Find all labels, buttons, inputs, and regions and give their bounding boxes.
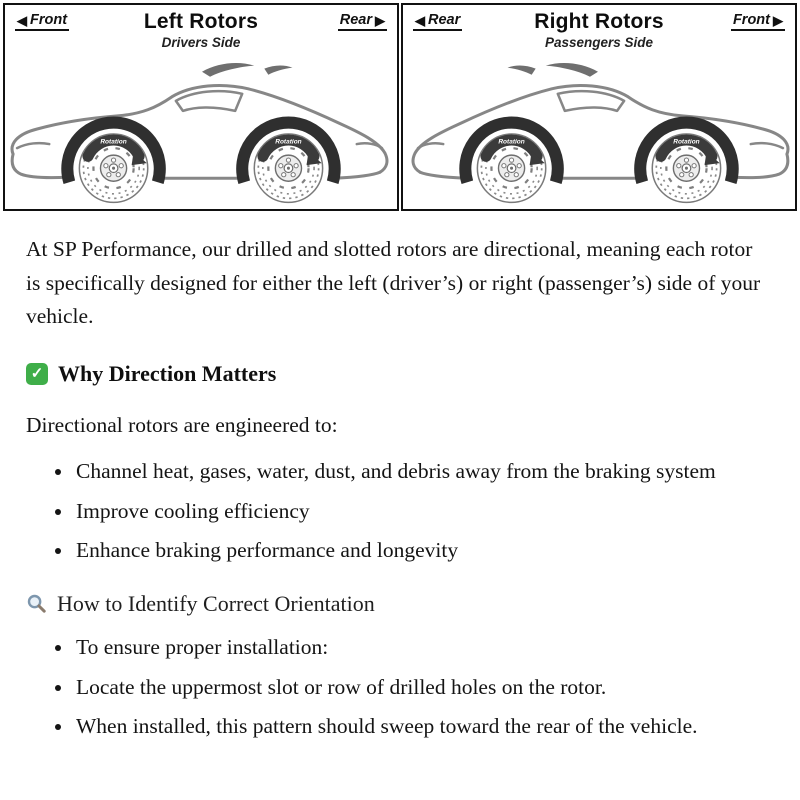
front-direction-label	[15, 12, 69, 31]
panel-header-left	[15, 10, 387, 60]
arrow-right-icon: ▶	[773, 12, 783, 28]
direction-text: Rear	[339, 12, 372, 28]
rear-direction-label	[413, 12, 462, 31]
panel-header-right	[413, 10, 785, 60]
direction-text: Rear	[428, 12, 461, 28]
section-title-text: Why Direction Matters	[58, 360, 277, 386]
panel-title: Right Rotors	[534, 10, 664, 33]
lead-paragraph: Directional rotors are engineered to:	[26, 412, 338, 437]
article-body	[0, 211, 800, 743]
rotation-label: Rotation	[673, 138, 700, 146]
rotation-label: Rotation	[498, 138, 525, 146]
rotation-label: Rotation	[100, 138, 127, 146]
list-item: • To ensure proper installation:	[74, 631, 772, 664]
arrow-right-icon: ▶	[375, 12, 385, 28]
car-illustration-left	[5, 55, 397, 207]
list-item: • Improve cooling efficiency	[74, 495, 772, 528]
arrow-left-icon: ◀	[17, 12, 27, 28]
panel-titles	[489, 10, 709, 50]
direction-text: Front	[732, 12, 770, 28]
list-item: • When installed, this pattern should sweep toward the rear of the vehicle.	[74, 710, 772, 743]
section-heading-why-direction	[26, 361, 772, 387]
magnifier-icon	[26, 593, 47, 614]
section-title-text: How to Identify Correct Orientation	[57, 590, 375, 616]
rear-rotor	[465, 123, 557, 203]
orientation-list	[26, 631, 772, 743]
section-heading-orientation	[26, 591, 772, 617]
rear-rotor	[242, 123, 334, 203]
front-rotor	[67, 123, 159, 203]
intro-paragraph: At SP Performance, our drilled and slotted rotors are directional, meaning each rotor is specifically designed for either the left (driver’s) or right (passenger’s) side of your vehicle.	[26, 237, 761, 329]
list-item: • Channel heat, gases, water, dust, and debris away from the braking system	[74, 455, 772, 488]
panel-title: Left Rotors	[143, 10, 259, 33]
arrow-left-icon: ◀	[415, 12, 425, 28]
check-icon: ✓	[26, 363, 48, 385]
panel-subtitle: Drivers Side	[161, 35, 241, 50]
list-item: • Locate the uppermost slot or row of drilled holes on the rotor.	[74, 671, 772, 704]
front-rotor	[640, 123, 732, 203]
rear-direction-label	[338, 12, 387, 31]
panel-titles	[91, 10, 311, 50]
panel-subtitle: Passengers Side	[544, 35, 654, 50]
diagram-panel-right	[401, 3, 797, 211]
why-direction-list	[26, 455, 772, 567]
rotation-label: Rotation	[275, 138, 302, 146]
front-direction-label	[731, 12, 785, 31]
rotor-diagram	[0, 0, 800, 211]
diagram-panel-left	[3, 3, 399, 211]
direction-text: Front	[30, 12, 68, 28]
car-illustration-right	[403, 55, 795, 207]
list-item: • Enhance braking performance and longevity	[74, 534, 772, 567]
